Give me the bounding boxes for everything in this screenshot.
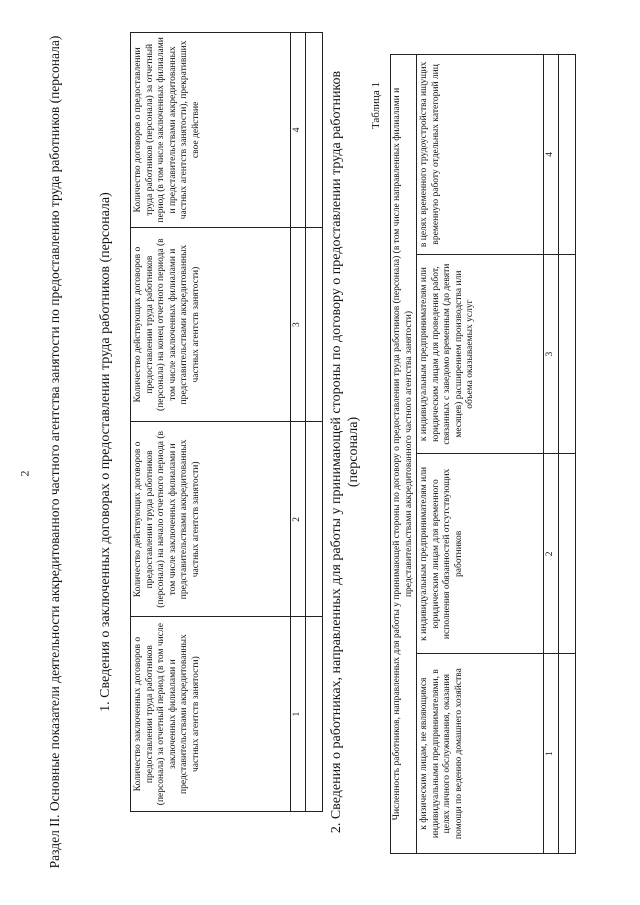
table1-header-2: Количество действующих договоров о предоставлении труда работников (персонала) на начало отчетного периода (в том числе заключенных филиалами и представительствами аккредитованных частных агентств занятости) [131,422,291,617]
page-number: 2 [17,470,32,477]
table-header-row [131,33,291,812]
table1-col-num-2: 2 [291,422,306,617]
table1-col-num-1: 1 [291,617,306,812]
workers-table [390,54,576,854]
table-row [306,33,323,812]
table2-col-num-1: 1 [544,654,559,854]
table2-cell [559,654,576,854]
table1-header-1: Количество заключенных договоров о предоставлении труда работников (персонала) за отчетный период (в том числе заключенных филиалами и представительствами аккредитованных частных агентств занятости) [131,617,291,812]
table2-header-2: к индивидуальным предпринимателям или юридическим лицам для временного исполнения обязанностей отсутствующих работников [417,454,544,654]
table2-col-num-2: 2 [544,454,559,654]
rotated-page [10,12,630,892]
table2-header-3: к индивидуальным предпринимателям или юридическим лицам для проведения работ, связанных с заведомо временным (до девяти месяцев) расширением производства или объема оказываемых услуг [417,254,544,454]
table2-header-1: к физическим лицам, не являющимся индивидуальными предпринимателями, в целях личного обслуживания, оказания помощи по ведению домашнего хозяйства [417,654,544,854]
table2-cell [559,254,576,454]
table-top-header-row [391,55,417,854]
subsection-1-title: 1. Сведения о заключенных договорах о предоставлении труда работников (персонала) [98,192,113,712]
table1-cell [306,422,323,617]
table2-header-4: в целях временного трудоустройства ищущих временную работу отдельных категорий лиц [417,55,544,255]
table1-col-num-3: 3 [291,227,306,422]
table2-top-header: Численность работников, направленных для работы у принимающей стороны по договору о предоставлении труда работников (персонала) (в том числе направленных филиалами и представительствами аккредитованного частного агентства занятости) [391,55,417,854]
table1-cell [306,227,323,422]
table1-header-4: Количество договоров о предоставлении труда работников (персонала) за отчетный период (в том числе заключенных филиалами и представительствами аккредитованных частных агентств занятости), прекративших свое действие [131,33,291,228]
table-note: Таблица 1 [370,82,382,130]
table2-cell [559,454,576,654]
section-title: Раздел II. Основные показатели деятельности аккредитованного частного агентства занятости по предоставлению труда работников (персонала) [47,35,62,869]
table1-cell [306,617,323,812]
table-number-row [544,55,559,854]
table1-cell [306,33,323,228]
contracts-table [130,32,323,812]
table-row [559,55,576,854]
subsection-2-title: 2. Сведения о работниках, направленных для работы у принимающей стороны по договору о предоставлении труда работников (персонала) [329,70,361,834]
table1-col-num-4: 4 [291,33,306,228]
table2-cell [559,55,576,255]
table-number-row [291,33,306,812]
table2-col-num-3: 3 [544,254,559,454]
table2-col-num-4: 4 [544,55,559,255]
table1-header-3: Количество действующих договоров о предоставлении труда работников (персонала) на конец отчетного периода (в том числе заключенных филиалами и представительствами аккредитованных частных агентств занятости) [131,227,291,422]
table-header-row [417,55,544,854]
